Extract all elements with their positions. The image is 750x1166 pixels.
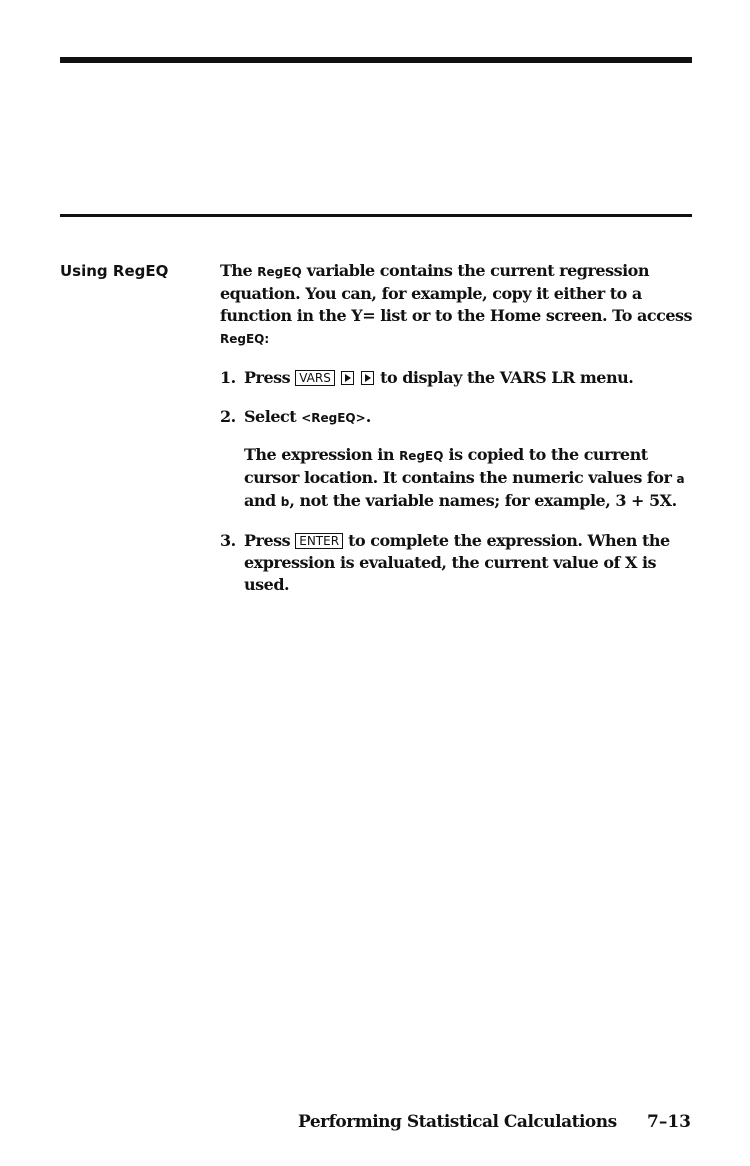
step-2 [220,406,695,429]
step-number: 1. [220,368,236,387]
step-text-part: Select [244,407,302,426]
step-number: 2. [220,407,236,426]
step-2-note [244,444,695,513]
right-arrow-key-icon [341,371,354,385]
step-1 [220,367,695,389]
step-text [244,367,695,389]
section-rule [60,214,692,217]
step-3 [220,530,695,596]
step-text [244,530,695,596]
section-heading: Using RegEQ [60,262,169,280]
step-number: 3. [220,531,236,550]
footer-page-number: 7–13 [647,1112,691,1132]
step-text-part: Press [244,368,296,387]
variable-b: b [280,495,290,509]
note-text: The expression in [244,445,400,464]
enter-key: ENTER [295,533,343,549]
step-text [244,406,695,429]
regeq-variable: RegEQ: [220,332,270,346]
step-text-part: to display the VARS LR menu. [375,368,634,387]
top-rule [60,57,692,63]
step-text-part: . [365,407,371,426]
section-body [220,260,695,613]
intro-text: The [220,261,258,280]
footer-chapter-title: Performing Statistical Calculations [298,1112,617,1132]
vars-key: VARS [295,370,335,386]
step-text-part: Press [244,531,296,550]
note-text: is copied to the current cursor location. It contains the numeric values for [244,445,677,487]
step-text-part: to complete the expression. When the expression is evaluated, the current value of X is used. [244,531,670,594]
regeq-variable: RegEQ [399,449,444,463]
intro-text: variable contains the current regression equation. You can, for example, copy it either to a function in the Y= list or to the Home screen. To access [220,261,693,325]
intro-paragraph [220,260,695,350]
regeq-variable: RegEQ [257,265,302,279]
menu-item-regeq: <RegEQ> [301,411,366,425]
variable-a: a [676,472,685,486]
right-arrow-key-icon [361,371,374,385]
note-text: and [244,491,281,510]
note-text: , not the variable names; for example, 3 + 5X. [289,491,677,510]
